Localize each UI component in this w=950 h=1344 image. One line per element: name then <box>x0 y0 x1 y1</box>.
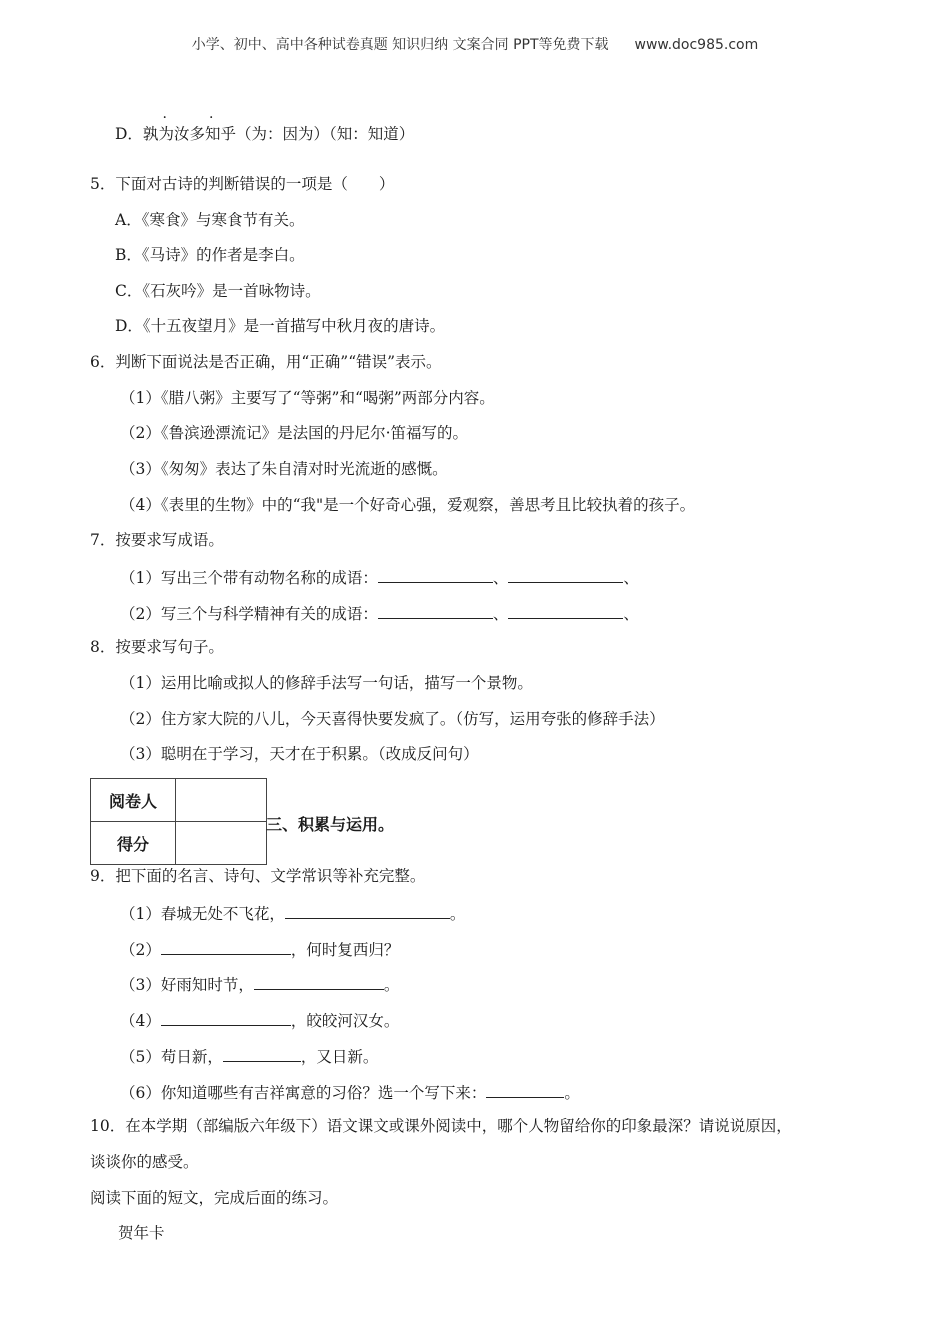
q9-6-pre: （6）你知道哪些有吉祥寓意的习俗？选一个写下来： <box>120 1084 487 1102</box>
q9-item-1 <box>120 901 465 925</box>
q7-2-blank-1[interactable] <box>378 601 493 619</box>
q8-item-3: （3）聪明在于学习，天才在于积累。（改成反问句） <box>120 745 479 763</box>
separator: 、 <box>623 605 639 623</box>
q7-item-2 <box>120 601 639 625</box>
page-header <box>0 34 950 54</box>
q9-4-blank[interactable] <box>161 1008 291 1026</box>
q9-1-pre: （1）春城无处不飞花， <box>120 905 285 923</box>
q6-item-1: （1）《腊八粥》主要写了“等粥”和“喝粥”两部分内容。 <box>120 389 495 407</box>
q9-5-post: ，又日新。 <box>300 1048 379 1066</box>
reviewer-label: 阅卷人 <box>91 779 176 822</box>
q9-1-blank[interactable] <box>285 901 450 919</box>
q5-stem: 5．下面对古诗的判断错误的一项是（ ） <box>90 175 395 193</box>
q7-item-1-label: （1）写出三个带有动物名称的成语： <box>120 569 378 587</box>
q9-2-blank[interactable] <box>161 937 291 955</box>
q4-d-pre: D．孰 <box>115 125 159 143</box>
q9-item-3 <box>120 972 399 996</box>
q7-2-blank-2[interactable] <box>508 601 623 619</box>
separator: 、 <box>623 569 639 587</box>
q5-option-c: C．《石灰吟》是一首咏物诗。 <box>115 282 321 300</box>
q9-5-blank[interactable] <box>223 1044 301 1062</box>
q9-1-post: 。 <box>449 905 466 923</box>
reading-title: 贺年卡 <box>118 1224 165 1242</box>
q5-option-b: B．《马诗》的作者是李白。 <box>115 246 305 264</box>
q7-1-blank-2[interactable] <box>508 565 623 583</box>
q4-d-dotted-2: 知 <box>204 125 221 143</box>
q9-4-pre: （4） <box>120 1012 161 1030</box>
q9-2-pre: （2） <box>120 941 161 959</box>
q9-item-4 <box>120 1008 399 1032</box>
score-field[interactable] <box>176 822 267 865</box>
q5-option-a: A．《寒食》与寒食节有关。 <box>115 211 305 229</box>
separator: 、 <box>492 569 509 587</box>
q8-item-2: （2）住方家大院的八儿，今天喜得快要发疯了。（仿写，运用夸张的修辞手法） <box>120 710 665 728</box>
q4-option-d <box>115 123 414 145</box>
q9-6-blank[interactable] <box>486 1080 564 1098</box>
q9-3-blank[interactable] <box>254 972 384 990</box>
q10-line-1: 10．在本学期（部编版六年级下）语文课文或课外阅读中，哪个人物留给你的印象最深？请说说原因， <box>90 1117 792 1135</box>
q4-d-mid: 汝多 <box>173 125 205 143</box>
q7-stem: 7．按要求写成语。 <box>90 531 224 549</box>
score-table <box>90 778 267 865</box>
q9-item-6 <box>120 1080 580 1104</box>
header-text: 小学、初中、高中各种试卷真题 知识归纳 文案合同 PPT等免费下载 <box>191 37 609 53</box>
q9-item-2 <box>120 937 399 961</box>
separator: 、 <box>492 605 509 623</box>
q9-6-post: 。 <box>564 1084 580 1102</box>
score-label: 得分 <box>91 822 176 865</box>
q5-option-d: D．《十五夜望月》是一首描写中秋月夜的唐诗。 <box>115 317 446 335</box>
reviewer-field[interactable] <box>176 779 267 822</box>
q6-item-4: （4）《表里的生物》中的“我"是一个好奇心强，爱观察，善思考且比较执着的孩子。 <box>120 496 696 514</box>
q6-item-2: （2）《鲁滨逊漂流记》是法国的丹尼尔·笛福写的。 <box>120 424 469 442</box>
q9-item-5 <box>120 1044 378 1068</box>
q9-3-post: 。 <box>383 976 400 994</box>
reading-intro: 阅读下面的短文，完成后面的练习。 <box>90 1189 339 1207</box>
q9-4-post: ，皎皎河汉女。 <box>290 1012 400 1030</box>
q7-1-blank-1[interactable] <box>378 565 493 583</box>
q4-d-post: 乎（为：因为）（知：知道） <box>220 125 415 143</box>
q6-item-3: （3）《匆匆》表达了朱自清对时光流逝的感慨。 <box>120 460 448 478</box>
q6-stem: 6．判断下面说法是否正确，用“正确”“错误”表示。 <box>90 353 442 371</box>
q9-stem: 9．把下面的名言、诗句、文学常识等补充完整。 <box>90 867 426 885</box>
q9-2-post: ，何时复西归？ <box>290 941 400 959</box>
q8-stem: 8．按要求写句子。 <box>90 638 224 656</box>
q9-5-pre: （5）苟日新， <box>120 1048 223 1066</box>
q7-item-2-label: （2）写三个与科学精神有关的成语： <box>120 605 378 623</box>
q9-3-pre: （3）好雨知时节， <box>120 976 254 994</box>
header-site[interactable]: www.doc985.com <box>634 37 759 53</box>
q8-item-1: （1）运用比喻或拟人的修辞手法写一句话，描写一个景物。 <box>120 674 533 692</box>
section-3-title: 三、积累与运用。 <box>266 815 395 834</box>
q4-d-dotted-1: 为 <box>158 125 174 143</box>
q7-item-1 <box>120 565 639 589</box>
q10-line-2: 谈谈你的感受。 <box>90 1153 199 1171</box>
